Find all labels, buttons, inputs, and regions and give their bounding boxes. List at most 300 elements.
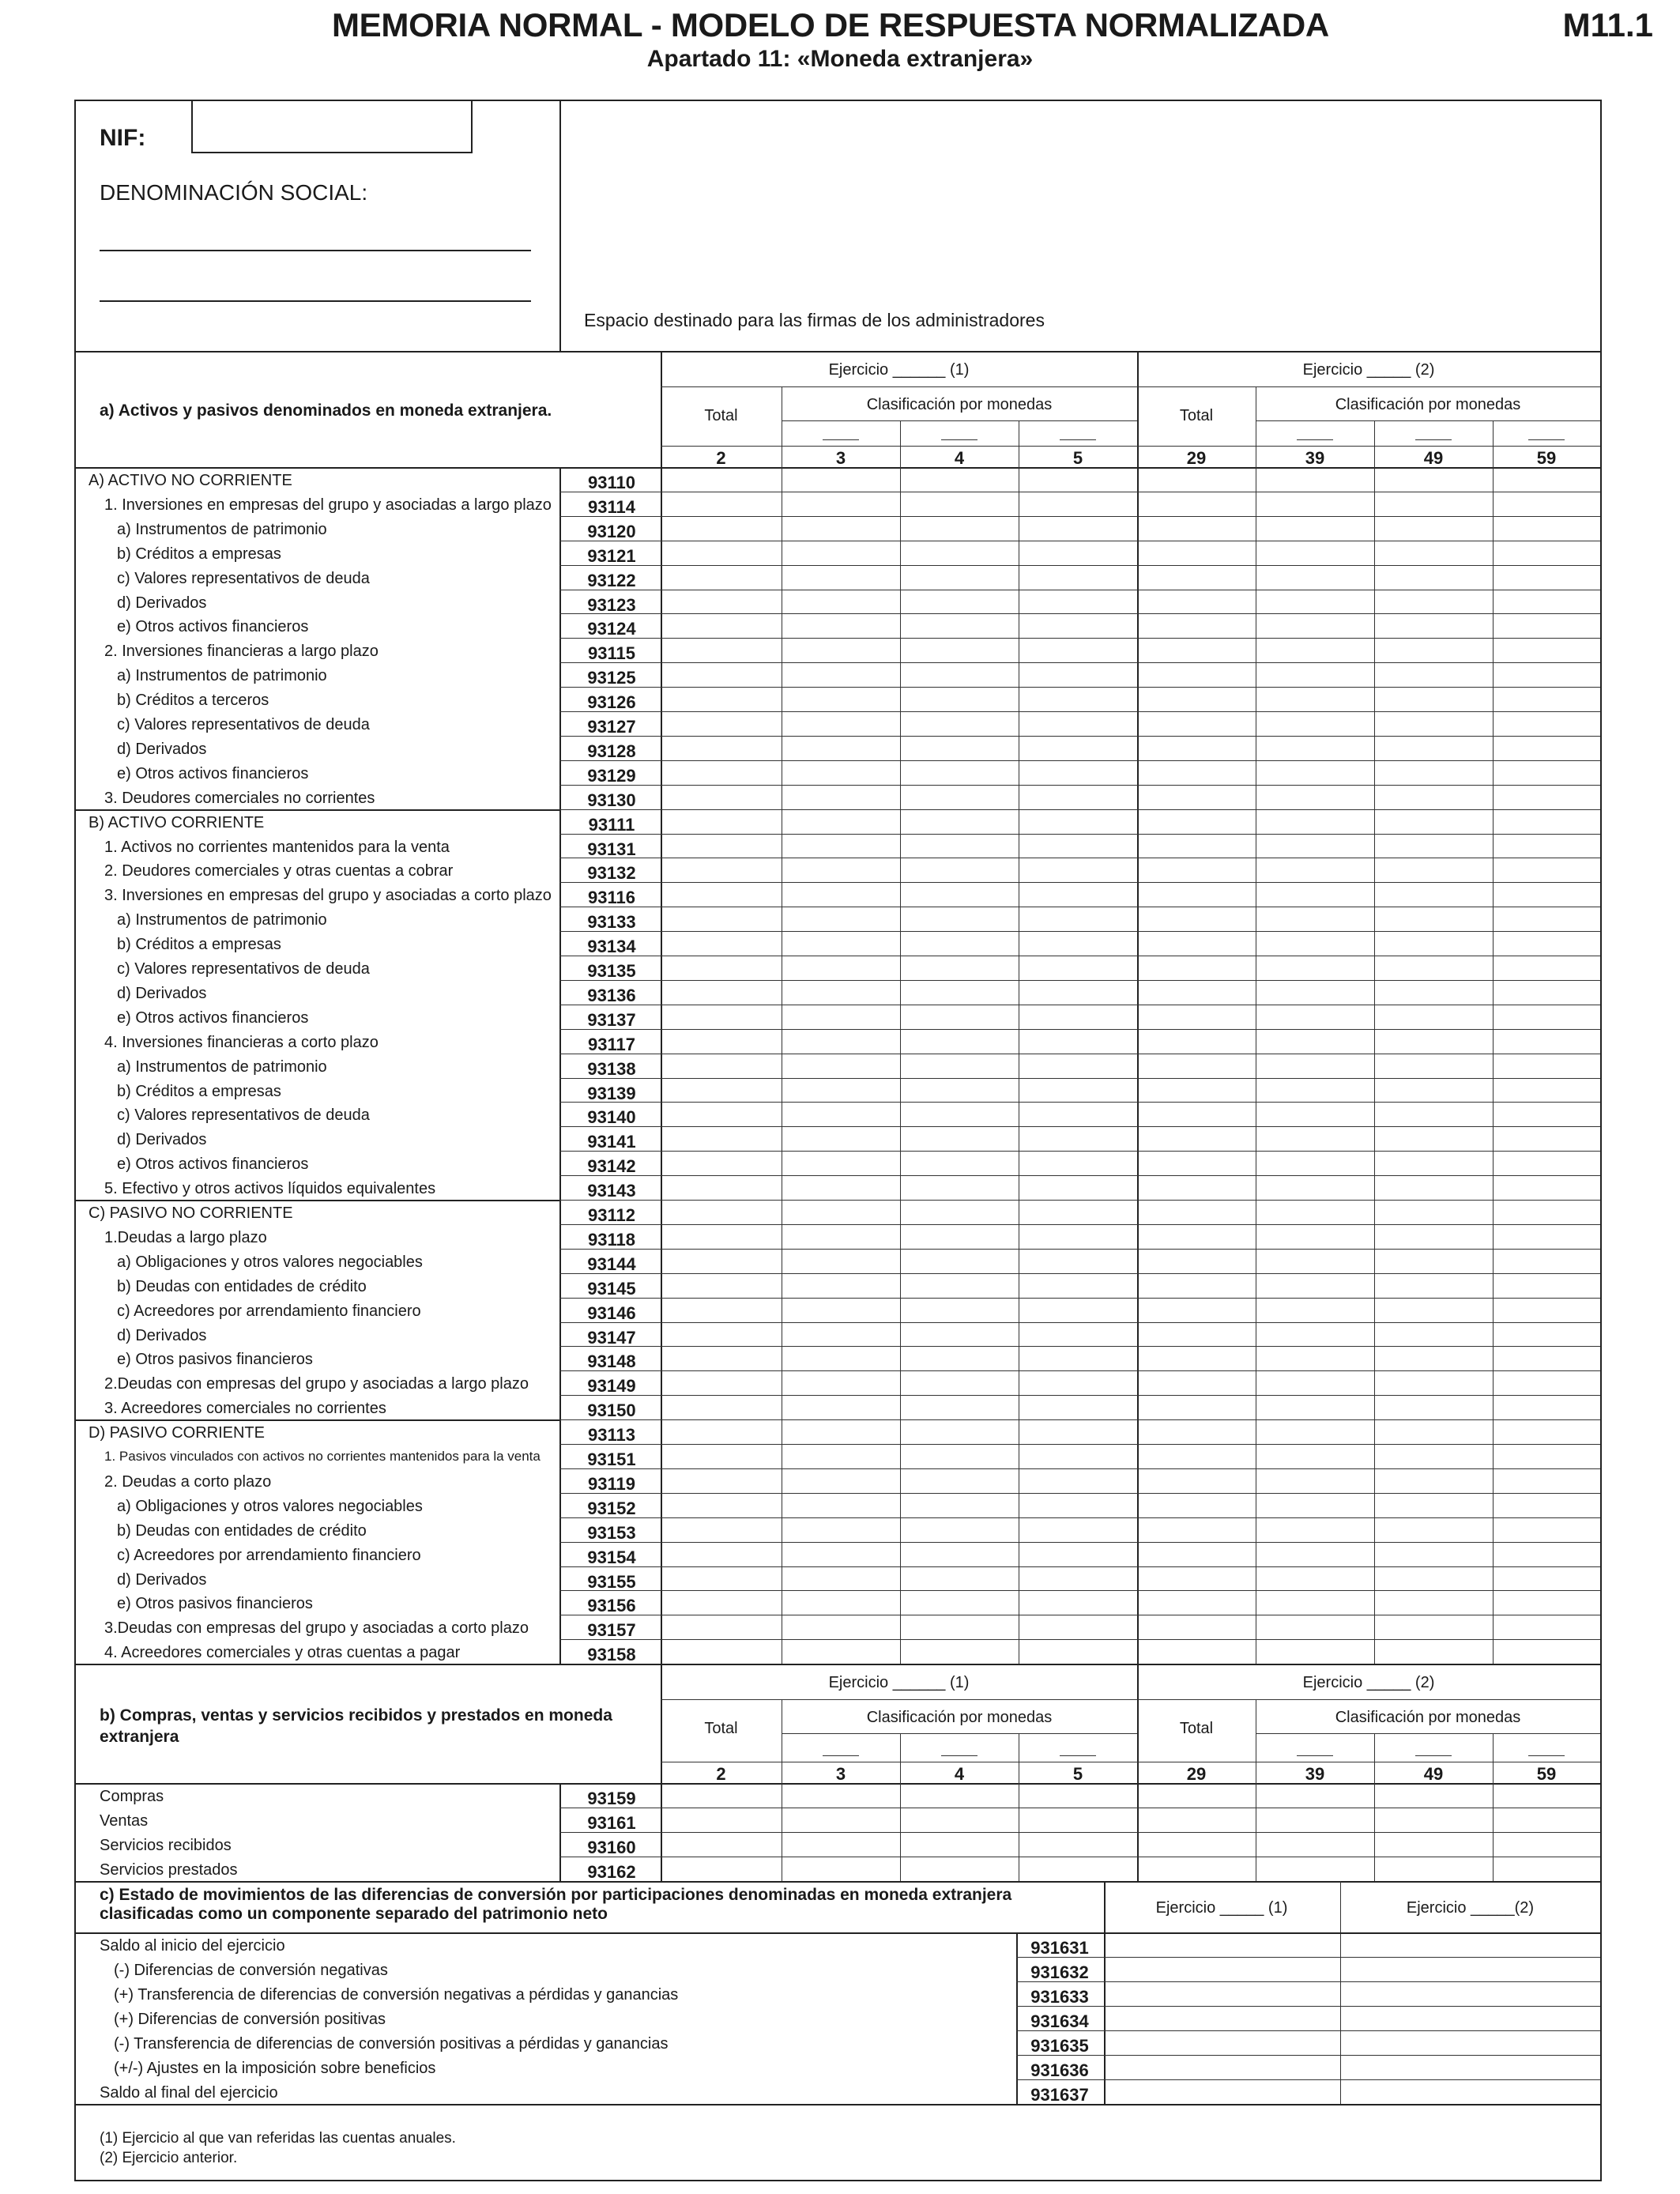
section-a-data-cell[interactable]: [1375, 981, 1492, 1004]
section-a-data-cell[interactable]: [1494, 1396, 1599, 1419]
section-b-data-cell[interactable]: [1375, 1833, 1492, 1856]
section-a-data-cell[interactable]: [1494, 614, 1599, 637]
section-a-data-cell[interactable]: [1494, 1127, 1599, 1150]
section-a-data-cell[interactable]: [1494, 1640, 1599, 1663]
section-b-data-cell[interactable]: [1019, 1833, 1136, 1856]
section-a-data-cell[interactable]: [1256, 1469, 1373, 1492]
section-a-data-cell[interactable]: [1138, 883, 1255, 906]
section-a-data-cell[interactable]: [1494, 639, 1599, 662]
section-c-data-cell[interactable]: [1106, 2007, 1339, 2030]
section-c-data-cell[interactable]: [1341, 1982, 1599, 2005]
section-a-data-cell[interactable]: [1256, 1567, 1373, 1590]
section-b-data-cell[interactable]: [1138, 1833, 1255, 1856]
section-a-data-cell[interactable]: [782, 981, 899, 1004]
section-a-data-cell[interactable]: [782, 1103, 899, 1125]
section-a-data-cell[interactable]: [1375, 1469, 1492, 1492]
section-a-data-cell[interactable]: [782, 1591, 899, 1614]
section-a-data-cell[interactable]: [1138, 1054, 1255, 1077]
section-a-data-cell[interactable]: [1138, 712, 1255, 735]
section-a-data-cell[interactable]: [661, 1201, 781, 1223]
section-a-data-cell[interactable]: [901, 1030, 1018, 1053]
section-a-data-cell[interactable]: [1256, 1079, 1373, 1102]
section-a-data-cell[interactable]: [1138, 981, 1255, 1004]
section-a-data-cell[interactable]: [782, 1567, 899, 1590]
section-a-data-cell[interactable]: [1138, 1640, 1255, 1663]
section-a-data-cell[interactable]: [1375, 810, 1492, 833]
section-a-data-cell[interactable]: [782, 712, 899, 735]
section-a-data-cell[interactable]: [1494, 1054, 1599, 1077]
section-a-data-cell[interactable]: [1019, 1274, 1136, 1297]
section-a-data-cell[interactable]: [1494, 517, 1599, 540]
section-a-data-cell[interactable]: [1019, 1323, 1136, 1346]
section-a-data-cell[interactable]: [901, 1201, 1018, 1223]
section-b-data-cell[interactable]: [1375, 1857, 1492, 1880]
section-a-data-cell[interactable]: [1019, 639, 1136, 662]
section-a-data-cell[interactable]: [1019, 1103, 1136, 1125]
section-a-data-cell[interactable]: [1494, 468, 1599, 491]
section-a-data-cell[interactable]: [901, 1494, 1018, 1517]
section-a-data-cell[interactable]: [901, 1152, 1018, 1174]
section-a-data-cell[interactable]: [1019, 981, 1136, 1004]
section-a-data-cell[interactable]: [661, 1591, 781, 1614]
section-a-data-cell[interactable]: [1494, 1494, 1599, 1517]
section-b-data-cell[interactable]: [1494, 1784, 1599, 1807]
section-a-data-cell[interactable]: [661, 1567, 781, 1590]
section-a-data-cell[interactable]: [782, 1518, 899, 1541]
section-a-data-cell[interactable]: [901, 468, 1018, 491]
section-a-data-cell[interactable]: [1138, 761, 1255, 784]
section-a-data-cell[interactable]: [1019, 1543, 1136, 1566]
section-c-data-cell[interactable]: [1106, 1933, 1339, 1956]
section-a-data-cell[interactable]: [1019, 1005, 1136, 1028]
section-a-data-cell[interactable]: [782, 1323, 899, 1346]
section-a-data-cell[interactable]: [782, 1615, 899, 1638]
section-a-data-cell[interactable]: [901, 566, 1018, 589]
section-a-data-cell[interactable]: [901, 981, 1018, 1004]
section-a-data-cell[interactable]: [1019, 1152, 1136, 1174]
section-a-currency-blank[interactable]: [823, 439, 859, 440]
section-b-data-cell[interactable]: [1256, 1784, 1373, 1807]
section-a-data-cell[interactable]: [1256, 590, 1373, 613]
section-a-data-cell[interactable]: [1494, 1274, 1599, 1297]
section-a-data-cell[interactable]: [782, 1005, 899, 1028]
section-a-data-cell[interactable]: [661, 639, 781, 662]
section-a-data-cell[interactable]: [661, 590, 781, 613]
section-a-data-cell[interactable]: [661, 981, 781, 1004]
section-b-data-cell[interactable]: [901, 1808, 1018, 1831]
section-a-data-cell[interactable]: [1375, 1323, 1492, 1346]
section-a-data-cell[interactable]: [1375, 1079, 1492, 1102]
section-a-currency-blank[interactable]: [1528, 439, 1565, 440]
section-a-data-cell[interactable]: [901, 712, 1018, 735]
section-a-data-cell[interactable]: [1019, 1396, 1136, 1419]
section-a-data-cell[interactable]: [1019, 1567, 1136, 1590]
section-a-data-cell[interactable]: [782, 1127, 899, 1150]
section-a-data-cell[interactable]: [661, 712, 781, 735]
section-a-data-cell[interactable]: [1019, 590, 1136, 613]
section-a-data-cell[interactable]: [901, 1250, 1018, 1272]
section-a-data-cell[interactable]: [901, 1615, 1018, 1638]
section-a-data-cell[interactable]: [661, 1396, 781, 1419]
section-a-data-cell[interactable]: [1256, 1347, 1373, 1370]
section-a-data-cell[interactable]: [782, 566, 899, 589]
section-a-data-cell[interactable]: [901, 1640, 1018, 1663]
section-a-data-cell[interactable]: [1494, 1567, 1599, 1590]
section-b-currency-blank[interactable]: [1297, 1755, 1333, 1756]
section-a-data-cell[interactable]: [782, 1347, 899, 1370]
section-a-data-cell[interactable]: [1494, 1469, 1599, 1492]
section-a-data-cell[interactable]: [661, 1299, 781, 1321]
section-a-data-cell[interactable]: [1375, 1543, 1492, 1566]
section-a-data-cell[interactable]: [661, 468, 781, 491]
section-a-data-cell[interactable]: [1019, 1250, 1136, 1272]
section-a-data-cell[interactable]: [1256, 1054, 1373, 1077]
section-a-data-cell[interactable]: [1494, 663, 1599, 686]
section-a-data-cell[interactable]: [782, 1152, 899, 1174]
section-a-data-cell[interactable]: [661, 1250, 781, 1272]
section-a-data-cell[interactable]: [1494, 1445, 1599, 1468]
section-b-data-cell[interactable]: [661, 1808, 781, 1831]
section-a-data-cell[interactable]: [1375, 761, 1492, 784]
section-a-data-cell[interactable]: [782, 639, 899, 662]
section-a-data-cell[interactable]: [901, 688, 1018, 711]
section-a-data-cell[interactable]: [1138, 835, 1255, 858]
section-a-data-cell[interactable]: [1019, 932, 1136, 955]
section-a-data-cell[interactable]: [1138, 1005, 1255, 1028]
section-b-data-cell[interactable]: [1138, 1784, 1255, 1807]
section-a-data-cell[interactable]: [901, 541, 1018, 564]
section-a-data-cell[interactable]: [1375, 932, 1492, 955]
section-a-data-cell[interactable]: [901, 517, 1018, 540]
section-a-data-cell[interactable]: [1019, 1030, 1136, 1053]
section-a-data-cell[interactable]: [901, 835, 1018, 858]
section-a-data-cell[interactable]: [661, 1176, 781, 1199]
section-a-data-cell[interactable]: [782, 614, 899, 637]
section-a-data-cell[interactable]: [901, 1079, 1018, 1102]
section-a-data-cell[interactable]: [1256, 541, 1373, 564]
section-a-data-cell[interactable]: [1375, 1347, 1492, 1370]
section-a-data-cell[interactable]: [1494, 932, 1599, 955]
section-a-data-cell[interactable]: [1375, 639, 1492, 662]
section-a-data-cell[interactable]: [1019, 1225, 1136, 1248]
section-a-data-cell[interactable]: [1256, 1518, 1373, 1541]
section-a-data-cell[interactable]: [1375, 1201, 1492, 1223]
section-a-data-cell[interactable]: [1019, 1591, 1136, 1614]
section-a-data-cell[interactable]: [1375, 1567, 1492, 1590]
section-a-data-cell[interactable]: [1138, 932, 1255, 955]
section-a-data-cell[interactable]: [782, 517, 899, 540]
section-c-data-cell[interactable]: [1106, 1982, 1339, 2005]
section-a-data-cell[interactable]: [1256, 956, 1373, 979]
section-c-data-cell[interactable]: [1341, 1933, 1599, 1956]
section-a-data-cell[interactable]: [1019, 1201, 1136, 1223]
section-a-data-cell[interactable]: [1138, 1615, 1255, 1638]
section-a-data-cell[interactable]: [1256, 810, 1373, 833]
section-a-data-cell[interactable]: [1256, 663, 1373, 686]
section-a-data-cell[interactable]: [1375, 468, 1492, 491]
section-a-data-cell[interactable]: [1256, 1103, 1373, 1125]
section-a-currency-blank[interactable]: [1297, 439, 1333, 440]
section-a-data-cell[interactable]: [1138, 956, 1255, 979]
section-a-data-cell[interactable]: [1375, 883, 1492, 906]
section-a-data-cell[interactable]: [1138, 907, 1255, 930]
section-a-data-cell[interactable]: [901, 1371, 1018, 1394]
section-a-data-cell[interactable]: [661, 761, 781, 784]
section-a-data-cell[interactable]: [661, 858, 781, 881]
section-a-data-cell[interactable]: [782, 786, 899, 809]
section-a-data-cell[interactable]: [1494, 956, 1599, 979]
section-a-data-cell[interactable]: [661, 932, 781, 955]
section-a-data-cell[interactable]: [1256, 614, 1373, 637]
section-a-data-cell[interactable]: [1375, 956, 1492, 979]
section-a-data-cell[interactable]: [661, 1005, 781, 1028]
section-a-data-cell[interactable]: [1019, 1494, 1136, 1517]
section-b-data-cell[interactable]: [1138, 1857, 1255, 1880]
section-a-data-cell[interactable]: [901, 492, 1018, 515]
section-a-data-cell[interactable]: [1375, 1445, 1492, 1468]
section-a-data-cell[interactable]: [1494, 810, 1599, 833]
section-a-data-cell[interactable]: [661, 1054, 781, 1077]
section-a-data-cell[interactable]: [1138, 737, 1255, 760]
section-b-data-cell[interactable]: [1019, 1857, 1136, 1880]
section-a-data-cell[interactable]: [1138, 1152, 1255, 1174]
section-a-data-cell[interactable]: [1019, 1469, 1136, 1492]
section-b-currency-blank[interactable]: [1060, 1755, 1096, 1756]
section-b-currency-blank[interactable]: [941, 1755, 977, 1756]
section-a-data-cell[interactable]: [1019, 541, 1136, 564]
section-a-data-cell[interactable]: [1256, 688, 1373, 711]
section-a-data-cell[interactable]: [901, 1396, 1018, 1419]
section-a-data-cell[interactable]: [1494, 835, 1599, 858]
section-a-data-cell[interactable]: [1256, 1591, 1373, 1614]
section-a-data-cell[interactable]: [1019, 688, 1136, 711]
section-a-data-cell[interactable]: [782, 737, 899, 760]
section-a-data-cell[interactable]: [661, 786, 781, 809]
section-a-data-cell[interactable]: [1375, 1225, 1492, 1248]
section-a-data-cell[interactable]: [1375, 517, 1492, 540]
section-a-data-cell[interactable]: [661, 1445, 781, 1468]
section-a-data-cell[interactable]: [782, 858, 899, 881]
section-a-data-cell[interactable]: [1494, 1615, 1599, 1638]
section-a-data-cell[interactable]: [782, 1274, 899, 1297]
section-a-data-cell[interactable]: [1019, 835, 1136, 858]
section-a-data-cell[interactable]: [1019, 786, 1136, 809]
section-a-data-cell[interactable]: [1375, 1420, 1492, 1443]
section-a-data-cell[interactable]: [1138, 1030, 1255, 1053]
section-a-data-cell[interactable]: [1019, 1445, 1136, 1468]
section-a-data-cell[interactable]: [1138, 1518, 1255, 1541]
section-a-data-cell[interactable]: [1375, 590, 1492, 613]
section-a-data-cell[interactable]: [1256, 517, 1373, 540]
section-a-data-cell[interactable]: [782, 1543, 899, 1566]
section-a-data-cell[interactable]: [1019, 1371, 1136, 1394]
section-a-data-cell[interactable]: [901, 614, 1018, 637]
section-a-data-cell[interactable]: [782, 1176, 899, 1199]
section-a-data-cell[interactable]: [1494, 541, 1599, 564]
section-a-data-cell[interactable]: [661, 688, 781, 711]
section-a-data-cell[interactable]: [1019, 1079, 1136, 1102]
section-a-data-cell[interactable]: [782, 1054, 899, 1077]
section-a-data-cell[interactable]: [901, 1543, 1018, 1566]
section-a-data-cell[interactable]: [1138, 1494, 1255, 1517]
section-a-data-cell[interactable]: [1256, 1371, 1373, 1394]
section-a-data-cell[interactable]: [901, 1225, 1018, 1248]
section-a-data-cell[interactable]: [782, 1420, 899, 1443]
section-a-data-cell[interactable]: [782, 688, 899, 711]
section-a-data-cell[interactable]: [901, 1054, 1018, 1077]
section-a-data-cell[interactable]: [1375, 1274, 1492, 1297]
section-a-data-cell[interactable]: [1019, 737, 1136, 760]
section-a-data-cell[interactable]: [901, 1347, 1018, 1370]
section-a-data-cell[interactable]: [1375, 566, 1492, 589]
section-a-data-cell[interactable]: [1494, 712, 1599, 735]
section-b-data-cell[interactable]: [782, 1833, 899, 1856]
section-a-data-cell[interactable]: [901, 786, 1018, 809]
denominacion-social-line-2[interactable]: [100, 300, 531, 302]
section-a-data-cell[interactable]: [901, 1445, 1018, 1468]
section-a-data-cell[interactable]: [661, 1640, 781, 1663]
section-a-data-cell[interactable]: [901, 1127, 1018, 1150]
section-a-data-cell[interactable]: [1138, 1567, 1255, 1590]
section-a-data-cell[interactable]: [782, 932, 899, 955]
section-a-data-cell[interactable]: [901, 883, 1018, 906]
section-a-data-cell[interactable]: [1375, 1103, 1492, 1125]
section-a-data-cell[interactable]: [1256, 1005, 1373, 1028]
section-a-data-cell[interactable]: [1494, 981, 1599, 1004]
section-a-data-cell[interactable]: [1256, 1640, 1373, 1663]
section-a-data-cell[interactable]: [1019, 712, 1136, 735]
section-a-data-cell[interactable]: [1019, 1615, 1136, 1638]
section-a-data-cell[interactable]: [1494, 1005, 1599, 1028]
section-a-data-cell[interactable]: [1019, 492, 1136, 515]
section-b-data-cell[interactable]: [661, 1784, 781, 1807]
section-a-data-cell[interactable]: [1138, 786, 1255, 809]
section-b-data-cell[interactable]: [1256, 1808, 1373, 1831]
section-b-data-cell[interactable]: [1375, 1784, 1492, 1807]
section-a-data-cell[interactable]: [1494, 1152, 1599, 1174]
section-a-data-cell[interactable]: [901, 1299, 1018, 1321]
section-a-data-cell[interactable]: [782, 1201, 899, 1223]
section-a-data-cell[interactable]: [1375, 907, 1492, 930]
section-a-data-cell[interactable]: [1138, 517, 1255, 540]
section-a-data-cell[interactable]: [782, 883, 899, 906]
section-a-data-cell[interactable]: [661, 835, 781, 858]
section-a-data-cell[interactable]: [782, 1640, 899, 1663]
section-a-data-cell[interactable]: [1375, 614, 1492, 637]
section-c-data-cell[interactable]: [1341, 2056, 1599, 2079]
section-a-data-cell[interactable]: [901, 1103, 1018, 1125]
section-a-data-cell[interactable]: [901, 1005, 1018, 1028]
section-a-data-cell[interactable]: [1375, 858, 1492, 881]
section-a-data-cell[interactable]: [1138, 590, 1255, 613]
section-a-data-cell[interactable]: [901, 1274, 1018, 1297]
section-a-data-cell[interactable]: [1375, 1127, 1492, 1150]
section-c-data-cell[interactable]: [1341, 2007, 1599, 2030]
section-a-data-cell[interactable]: [1256, 883, 1373, 906]
section-a-data-cell[interactable]: [1019, 517, 1136, 540]
section-a-data-cell[interactable]: [901, 1518, 1018, 1541]
section-a-data-cell[interactable]: [1494, 1250, 1599, 1272]
section-a-data-cell[interactable]: [661, 1030, 781, 1053]
section-a-data-cell[interactable]: [1019, 663, 1136, 686]
section-a-data-cell[interactable]: [661, 810, 781, 833]
section-a-data-cell[interactable]: [1019, 1347, 1136, 1370]
section-a-data-cell[interactable]: [1019, 566, 1136, 589]
section-a-data-cell[interactable]: [661, 1543, 781, 1566]
section-c-data-cell[interactable]: [1341, 2031, 1599, 2054]
section-b-data-cell[interactable]: [1256, 1833, 1373, 1856]
section-a-data-cell[interactable]: [1494, 1347, 1599, 1370]
section-a-data-cell[interactable]: [1138, 492, 1255, 515]
section-a-data-cell[interactable]: [1019, 810, 1136, 833]
section-a-data-cell[interactable]: [1256, 1494, 1373, 1517]
section-a-data-cell[interactable]: [1256, 737, 1373, 760]
section-a-data-cell[interactable]: [1256, 1420, 1373, 1443]
section-a-data-cell[interactable]: [1138, 858, 1255, 881]
section-a-data-cell[interactable]: [1138, 541, 1255, 564]
section-b-data-cell[interactable]: [901, 1833, 1018, 1856]
section-a-data-cell[interactable]: [1019, 883, 1136, 906]
section-a-data-cell[interactable]: [1256, 932, 1373, 955]
section-a-data-cell[interactable]: [1375, 1518, 1492, 1541]
section-a-data-cell[interactable]: [661, 1420, 781, 1443]
section-a-data-cell[interactable]: [1138, 639, 1255, 662]
section-a-data-cell[interactable]: [1375, 688, 1492, 711]
section-b-data-cell[interactable]: [782, 1808, 899, 1831]
section-a-data-cell[interactable]: [782, 761, 899, 784]
section-a-data-cell[interactable]: [782, 541, 899, 564]
section-a-data-cell[interactable]: [1019, 468, 1136, 491]
section-b-data-cell[interactable]: [1138, 1808, 1255, 1831]
section-a-data-cell[interactable]: [1494, 737, 1599, 760]
section-a-data-cell[interactable]: [782, 835, 899, 858]
section-a-data-cell[interactable]: [901, 1176, 1018, 1199]
section-a-data-cell[interactable]: [782, 1396, 899, 1419]
section-a-data-cell[interactable]: [1375, 541, 1492, 564]
section-a-data-cell[interactable]: [661, 1347, 781, 1370]
section-a-data-cell[interactable]: [661, 1225, 781, 1248]
section-a-data-cell[interactable]: [1019, 1518, 1136, 1541]
section-a-data-cell[interactable]: [661, 1274, 781, 1297]
section-a-data-cell[interactable]: [1138, 1274, 1255, 1297]
section-a-data-cell[interactable]: [901, 956, 1018, 979]
section-a-data-cell[interactable]: [1494, 1079, 1599, 1102]
section-a-data-cell[interactable]: [1494, 858, 1599, 881]
section-a-data-cell[interactable]: [1138, 1079, 1255, 1102]
section-a-data-cell[interactable]: [1256, 1152, 1373, 1174]
section-a-data-cell[interactable]: [1138, 1250, 1255, 1272]
section-a-data-cell[interactable]: [1494, 907, 1599, 930]
section-a-data-cell[interactable]: [1494, 1420, 1599, 1443]
section-a-data-cell[interactable]: [661, 1615, 781, 1638]
section-a-data-cell[interactable]: [1019, 1176, 1136, 1199]
section-a-data-cell[interactable]: [661, 663, 781, 686]
section-a-data-cell[interactable]: [1375, 1152, 1492, 1174]
section-a-data-cell[interactable]: [1256, 835, 1373, 858]
section-c-data-cell[interactable]: [1341, 2080, 1599, 2103]
section-a-data-cell[interactable]: [1375, 786, 1492, 809]
section-b-currency-blank[interactable]: [823, 1755, 859, 1756]
section-a-data-cell[interactable]: [1019, 956, 1136, 979]
section-a-data-cell[interactable]: [1494, 1543, 1599, 1566]
section-a-data-cell[interactable]: [661, 737, 781, 760]
section-a-data-cell[interactable]: [1494, 590, 1599, 613]
section-b-data-cell[interactable]: [661, 1857, 781, 1880]
section-a-data-cell[interactable]: [1494, 1299, 1599, 1321]
section-b-data-cell[interactable]: [661, 1833, 781, 1856]
section-a-data-cell[interactable]: [1019, 858, 1136, 881]
section-a-data-cell[interactable]: [1256, 639, 1373, 662]
